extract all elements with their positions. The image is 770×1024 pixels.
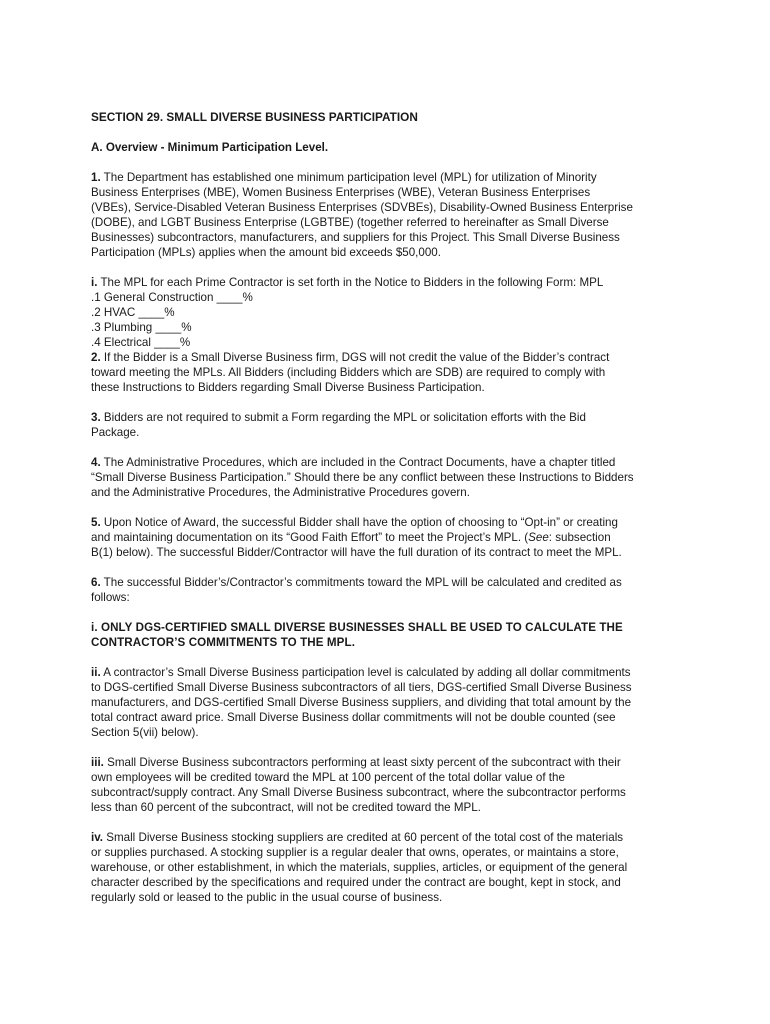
paragraph-text: and maintaining documentation on its “Good Faith Effort” to meet the Project’s MPL. ( bbox=[91, 531, 529, 544]
paragraph-6 bbox=[91, 575, 691, 605]
paragraph-text: follows: bbox=[91, 591, 130, 604]
paragraph-text: regularly sold or leased to the public in the usual course of business. bbox=[91, 891, 443, 904]
paragraph-text: or supplies purchased. A stocking supplier is a regular dealer that owns, operates, or maintains a store, bbox=[91, 846, 619, 859]
paragraph-text: to DGS-certified Small Diverse Business subcontractors of all tiers, DGS-certified Small Diverse Business bbox=[91, 681, 632, 694]
see-reference: See bbox=[528, 531, 549, 544]
paragraph-text: Businesses) subcontractors, manufacturers, and suppliers for this Project. This Small Diverse Business bbox=[91, 231, 620, 244]
paragraph-text: and the Administrative Procedures, the Administrative Procedures govern. bbox=[91, 486, 470, 499]
paragraph-text: If the Bidder is a Small Diverse Business firm, DGS will not credit the value of the Bidder’s contract bbox=[100, 351, 610, 364]
paragraph-text: Package. bbox=[91, 426, 140, 439]
paragraph-iv bbox=[91, 830, 691, 905]
paragraph-number: 5. bbox=[91, 516, 101, 529]
paragraph-i bbox=[91, 275, 691, 395]
paragraph-text: : subsection bbox=[548, 531, 611, 544]
paragraph-text: less than 60 percent of the subcontract, will not be credited toward the MPL. bbox=[91, 801, 481, 814]
paragraph-number: iv. bbox=[91, 831, 104, 844]
paragraph-text: warehouse, or other establishment, in which the materials, supplies, articles, or equipment of the general bbox=[91, 861, 628, 874]
paragraph-number: 2. bbox=[91, 351, 101, 364]
paragraph-number: 6. bbox=[91, 576, 101, 589]
certified-requirement-heading: i. ONLY DGS-CERTIFIED SMALL DIVERSE BUSINESSES SHALL BE USED TO CALCULATE THE CONTRACTOR’S COMMITMENTS TO THE MPL. bbox=[91, 621, 623, 649]
paragraph-text: Bidders are not required to submit a Form regarding the MPL or solicitation efforts with the Bid bbox=[100, 411, 586, 424]
paragraph-text: A contractor’s Small Diverse Business participation level is calculated by adding all dollar commitments bbox=[100, 666, 631, 679]
paragraph-text: total contract award price. Small Diverse Business dollar commitments will not be double counted (see bbox=[91, 711, 616, 724]
paragraph-ii bbox=[91, 665, 691, 740]
paragraph-text: toward meeting the MPLs. All Bidders (including Bidders which are SDB) are required to comply with bbox=[91, 366, 606, 379]
document-page bbox=[91, 110, 691, 920]
mpl-item-electrical: .4 Electrical ____% bbox=[91, 336, 191, 349]
paragraph-text: Section 5(vii) below). bbox=[91, 726, 199, 739]
paragraph-3 bbox=[91, 410, 691, 440]
paragraph-5 bbox=[91, 515, 691, 560]
paragraph-text: Upon Notice of Award, the successful Bidder shall have the option of choosing to “Opt-in” or creating bbox=[100, 516, 618, 529]
paragraph-number: 1. bbox=[91, 171, 101, 184]
paragraph-number: iii. bbox=[91, 756, 104, 769]
paragraph-1 bbox=[91, 170, 691, 260]
paragraph-text: Participation (MPLs) applies when the amount bid exceeds $50,000. bbox=[91, 246, 441, 259]
paragraph-text: Small Diverse Business subcontractors performing at least sixty percent of the subcontract with their bbox=[103, 756, 621, 769]
paragraph-text: Business Enterprises (MBE), Women Business Enterprises (WBE), Veteran Business Enterprises bbox=[91, 186, 591, 199]
paragraph-text: The Department has established one minimum participation level (MPL) for utilization of Minority bbox=[100, 171, 597, 184]
paragraph-text: The Administrative Procedures, which are included in the Contract Documents, have a chapter titled bbox=[100, 456, 616, 469]
paragraph-4 bbox=[91, 455, 691, 500]
overview-heading: A. Overview - Minimum Participation Level. bbox=[91, 141, 329, 154]
paragraph-text: own employees will be credited toward the MPL at 100 percent of the total dollar value of the bbox=[91, 771, 565, 784]
paragraph-text: The successful Bidder’s/Contractor’s commitments toward the MPL will be calculated and credited as bbox=[100, 576, 622, 589]
mpl-item-hvac: .2 HVAC ____% bbox=[91, 306, 175, 319]
mpl-item-plumbing: .3 Plumbing ____% bbox=[91, 321, 192, 334]
paragraph-text: manufacturers, and DGS-certified Small Diverse Business suppliers, and dividing that total amount by the bbox=[91, 696, 632, 709]
paragraph-text: B(1) below). The successful Bidder/Contractor will have the full duration of its contract to meet the MPL. bbox=[91, 546, 622, 559]
paragraph-text: these Instructions to Bidders regarding Small Diverse Business Participation. bbox=[91, 381, 485, 394]
paragraph-text: (DOBE), and LGBT Business Enterprise (LGBTBE) (together referred to hereinafter as Small Diverse bbox=[91, 216, 609, 229]
paragraph-iii bbox=[91, 755, 691, 815]
mpl-item-general-construction: .1 General Construction ____% bbox=[91, 291, 253, 304]
paragraph-text: The MPL for each Prime Contractor is set forth in the Notice to Bidders in the following Form: MPL bbox=[97, 276, 604, 289]
paragraph-number: ii. bbox=[91, 666, 101, 679]
paragraph-number: 3. bbox=[91, 411, 101, 424]
paragraph-text: Small Diverse Business stocking suppliers are credited at 60 percent of the total cost of the materials bbox=[103, 831, 624, 844]
paragraph-text: subcontract/supply contract. Any Small Diverse Business subcontract, where the subcontractor performs bbox=[91, 786, 626, 799]
paragraph-number: 4. bbox=[91, 456, 101, 469]
paragraph-text: “Small Diverse Business Participation.” Should there be any conflict between these Instructions to Bidders bbox=[91, 471, 634, 484]
paragraph-text: (VBEs), Service-Disabled Veteran Business Enterprises (SDVBEs), Disability-Owned Business Enterprise bbox=[91, 201, 633, 214]
paragraph-number: i. bbox=[91, 276, 98, 289]
paragraph-text: character described by the specifications and required under the contract are bought, kept in stock, and bbox=[91, 876, 621, 889]
section-title: SECTION 29. SMALL DIVERSE BUSINESS PARTICIPATION bbox=[91, 110, 418, 124]
